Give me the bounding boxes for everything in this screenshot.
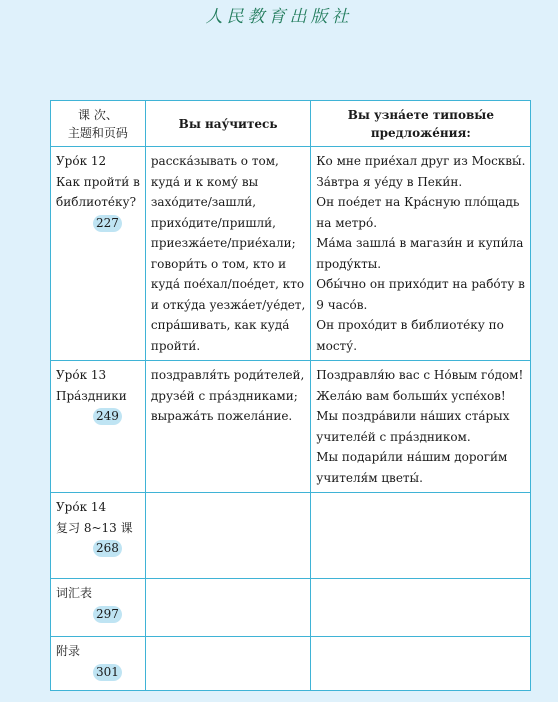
learn-line: выража́ть пожела́ние.: [150, 409, 293, 423]
table-row: [51, 147, 531, 361]
lesson-cell: [51, 493, 146, 579]
table-row: [51, 493, 531, 579]
sentence-line: на метро́.: [316, 215, 378, 230]
learn-line: пройти́.: [150, 338, 201, 353]
page-number-badge[interactable]: 227: [93, 215, 122, 232]
table-row: [51, 637, 531, 691]
page-number-badge[interactable]: 268: [93, 540, 122, 557]
learn-line: спра́шивать, как куда́: [150, 318, 290, 332]
learn-cell: [145, 637, 310, 691]
lesson-cell: [51, 637, 146, 691]
sentence-line: Мы подари́ли на́шим дороги́м: [316, 450, 508, 464]
sentence-line: 9 часо́в.: [316, 297, 368, 312]
learn-line: друзе́й с пра́здниками;: [150, 388, 298, 403]
sentence-line: Ко мне прие́хал друг из Москвы́.: [316, 154, 526, 168]
sentence-line: мосту́.: [316, 338, 358, 353]
lesson-cell: [51, 147, 146, 361]
learn-cell: [145, 579, 310, 637]
lesson-cell: [51, 361, 146, 493]
sentences-cell: [311, 493, 531, 579]
table-row: [51, 579, 531, 637]
sentence-line: Он пое́дет на Кра́сную пло́щадь: [316, 195, 520, 209]
learn-line: прихо́дите/пришли́,: [150, 215, 276, 230]
lesson-title: Уро́к 13: [56, 368, 107, 382]
learn-line: говори́ть о том, кто и: [150, 256, 287, 271]
contents-table: [50, 100, 531, 691]
lesson-topic: Пра́здники: [56, 388, 127, 403]
lesson-topic: библиоте́ку?: [56, 195, 137, 209]
sentences-cell: [311, 147, 531, 361]
sentence-line: Он прохо́дит в библиоте́ку по: [316, 318, 504, 332]
header-sentences-line1: Вы узна́ете типовы́е: [347, 107, 494, 122]
sentence-line: учителя́м цветы́.: [316, 470, 423, 485]
sentences-cell: [311, 361, 531, 493]
learn-cell: [145, 493, 310, 579]
table-header-row: [51, 101, 531, 147]
sentence-line: Поздравля́ю вас с Но́вым го́дом!: [316, 368, 524, 382]
sentence-line: Мы поздра́вили на́ших ста́рых: [316, 409, 510, 423]
learn-line: захо́дите/зашли́,: [150, 195, 257, 209]
page-number-badge[interactable]: 249: [93, 408, 122, 425]
lesson-title: Уро́к 12: [56, 154, 107, 168]
table-row: [51, 361, 531, 493]
learn-line: куда́ и к кому́ вы: [150, 174, 259, 189]
sentences-cell: [311, 637, 531, 691]
learn-cell: [145, 361, 310, 493]
header-lesson: [51, 101, 146, 147]
sentences-cell: [311, 579, 531, 637]
header-lesson-line1: 课 次、: [78, 107, 118, 122]
learn-line: приезжа́ете/прие́хали;: [150, 236, 296, 250]
learn-line: куда́ пое́хал/пое́дет, кто: [150, 277, 305, 291]
lesson-title: Уро́к 14: [56, 500, 107, 514]
sentence-line: Жела́ю вам больши́х успе́хов!: [316, 388, 506, 403]
header-learn: Вы нау́читесь: [145, 101, 310, 147]
sentence-line: Ма́ма зашла́ в магази́н и купи́ла: [316, 236, 524, 250]
page-number-badge[interactable]: 297: [93, 606, 122, 623]
lesson-topic: Как пройти́ в: [56, 174, 140, 189]
lesson-topic: 复习 8~13 课: [56, 520, 133, 535]
lesson-cell: [51, 579, 146, 637]
lesson-title: 词汇表: [56, 586, 93, 600]
publisher-logo: 人民教育出版社: [205, 7, 353, 27]
page-number-badge[interactable]: 301: [93, 664, 122, 681]
lesson-title: 附录: [56, 644, 81, 658]
learn-line: поздравля́ть роди́телей,: [150, 368, 305, 382]
learn-cell: [145, 147, 310, 361]
learn-line: расска́зывать о том,: [150, 154, 279, 168]
sentence-line: проду́кты.: [316, 256, 382, 271]
header-lesson-line2: 主题和页码: [67, 125, 128, 140]
sentence-line: учителе́й с пра́здником.: [316, 429, 471, 444]
sentence-line: За́втра я уе́ду в Пеки́н.: [316, 174, 463, 189]
header-sentences: [311, 101, 531, 147]
header-sentences-line2: предложе́ния:: [370, 125, 471, 140]
sentence-line: Обы́чно он прихо́дит на рабо́ту в: [316, 277, 525, 291]
learn-line: и отку́да уезжа́ет/уе́дет,: [150, 297, 306, 312]
